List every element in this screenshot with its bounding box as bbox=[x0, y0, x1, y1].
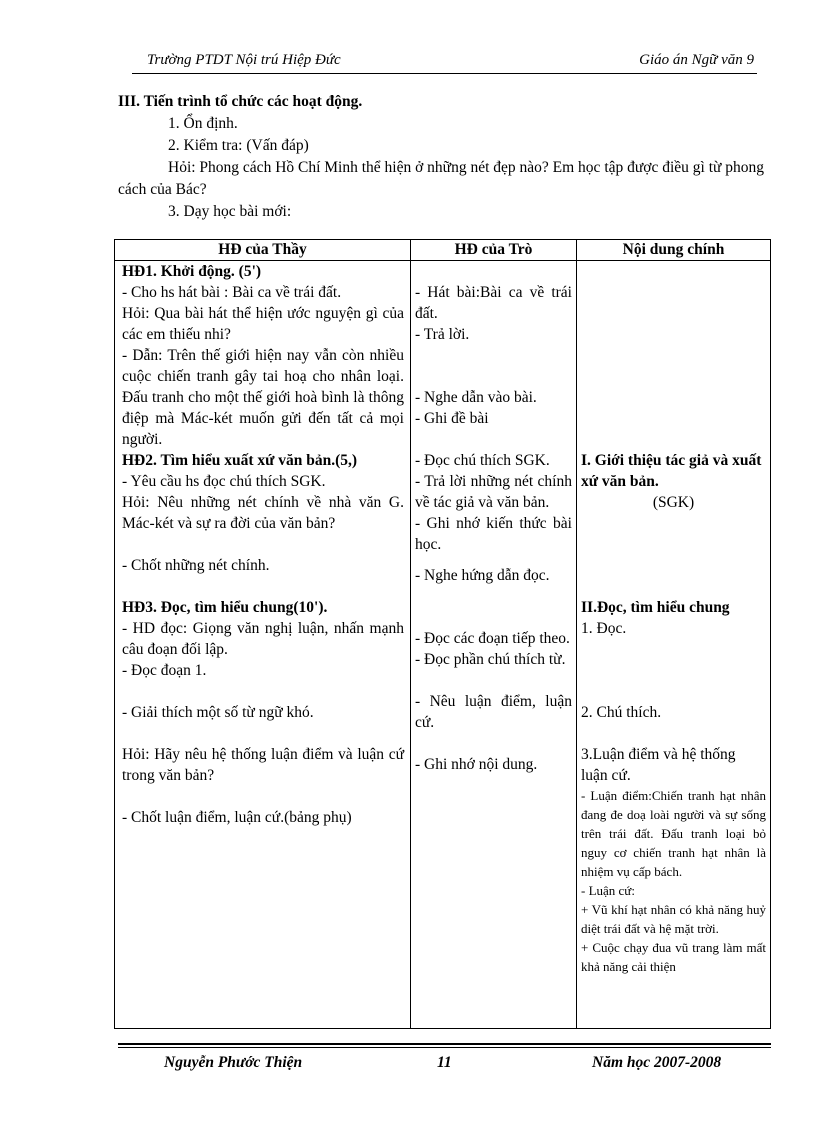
content-section-2-title: II.Đọc, tìm hiểu chung bbox=[581, 599, 730, 616]
student-item: - Hát bài:Bài ca về trái đất. bbox=[415, 284, 572, 322]
header-school: Trường PTDT Nội trú Hiệp Đức bbox=[147, 52, 341, 68]
teacher-column bbox=[115, 261, 411, 1029]
hd1-title: HĐ1. Khởi động. (5') bbox=[122, 263, 262, 280]
hd3-question: Hỏi: Hãy nêu hệ thống luận điểm và luận cứ trong văn bản? bbox=[122, 746, 404, 784]
section-item-2: 2. Kiểm tra: (Vấn đáp) bbox=[168, 137, 309, 154]
content-notes: 2. Chú thích. bbox=[581, 704, 662, 721]
hd1-question: Hỏi: Qua bài hát thể hiện ước nguyện gì của các em thiếu nhi? bbox=[122, 305, 404, 343]
content-evidence-label: - Luận cứ: bbox=[581, 883, 635, 898]
student-item: - Ghi nhớ kiến thức bài học. bbox=[415, 515, 572, 553]
lesson-table bbox=[114, 239, 771, 1029]
hd2-item: - Yêu cầu hs đọc chú thích SGK. bbox=[122, 473, 326, 490]
hd2-question: Hỏi: Nêu những nét chính về nhà văn G. Mác-két và sự ra đời của văn bản? bbox=[122, 494, 404, 532]
footer-page-number: 11 bbox=[437, 1054, 452, 1071]
student-item: - Trả lời những nét chính về tác giả và văn bản. bbox=[415, 473, 572, 511]
section-item-1: 1. Ổn định. bbox=[168, 115, 238, 132]
section-block bbox=[118, 91, 768, 223]
hd2-title: HĐ2. Tìm hiểu xuất xứ văn bản.(5,) bbox=[122, 452, 358, 469]
student-item: - Trả lời. bbox=[415, 326, 470, 343]
hd3-summary: - Chốt luận điểm, luận cứ.(bảng phụ) bbox=[122, 809, 352, 826]
content-column bbox=[577, 261, 771, 1029]
student-item: - Đọc chú thích SGK. bbox=[415, 452, 550, 469]
content-arguments-title: 3.Luận điểm và hệ thống luận cứ. bbox=[581, 746, 736, 784]
content-section-1-note: (SGK) bbox=[652, 494, 695, 511]
header-subject: Giáo án Ngữ văn 9 bbox=[639, 52, 754, 68]
student-column bbox=[411, 261, 577, 1029]
hd3-title: HĐ3. Đọc, tìm hiểu chung(10'). bbox=[122, 599, 328, 616]
section-item-3: 3. Dạy học bài mới: bbox=[168, 203, 292, 220]
content-read: 1. Đọc. bbox=[581, 620, 627, 637]
student-item: - Đọc phần chú thích từ. bbox=[415, 651, 566, 668]
section-question: Hỏi: Phong cách Hồ Chí Minh thể hiện ở những nét đẹp nào? Em học tập được điều gì từ phong cách của Bác? bbox=[118, 159, 765, 198]
footer-author: Nguyễn Phước Thiện bbox=[164, 1054, 303, 1071]
hd3-explain: - Giải thích một số từ ngữ khó. bbox=[122, 704, 314, 721]
section-title: III. Tiến trình tổ chức các hoạt động. bbox=[118, 93, 363, 110]
table-body-row bbox=[115, 261, 771, 1029]
content-main-point: - Luận điểm:Chiến tranh hạt nhân đang đe doạ loài người và sự sống trên trái đất. Đấu tranh loại bỏ nguy cơ chiến tranh hạt nhân là nhiệm vụ cấp bách. bbox=[581, 788, 766, 879]
content-evidence-2: + Cuộc chạy đua vũ trang làm mất khả năng cải thiện bbox=[581, 940, 766, 974]
student-item: - Ghi nhớ nội dung. bbox=[415, 756, 538, 773]
footer-divider bbox=[118, 1043, 771, 1045]
footer-divider-thin bbox=[118, 1047, 771, 1048]
content-section-1-title: I. Giới thiệu tác giả và xuất xứ văn bản. bbox=[581, 452, 762, 490]
hd1-intro: - Dẫn: Trên thế giới hiện nay vẫn còn nhiều cuộc chiến tranh gây tai hoạ cho nhân loại. Đấu tranh cho một thế giới hoà bình là thông điệp mà Mác-két muốn gửi đến tất cả mọi người. bbox=[122, 347, 404, 448]
student-item: - Nghe hứng dẫn đọc. bbox=[415, 567, 550, 584]
hd2-summary: - Chốt những nét chính. bbox=[122, 557, 270, 574]
student-item: - Ghi đề bài bbox=[415, 410, 489, 427]
header-content: Nội dung chính bbox=[577, 240, 771, 261]
content-evidence-1: + Vũ khí hạt nhân có khả năng huỷ diệt trái đất và hệ mặt trời. bbox=[581, 902, 766, 936]
hd1-item: - Cho hs hát bài : Bài ca về trái đất. bbox=[122, 284, 342, 301]
student-item: - Nghe dẫn vào bài. bbox=[415, 389, 537, 406]
hd3-read: - Đọc đoạn 1. bbox=[122, 662, 207, 679]
footer-school-year: Năm học 2007-2008 bbox=[592, 1054, 722, 1071]
hd3-reading-guide: - HD đọc: Giọng văn nghị luận, nhấn mạnh câu đoạn đối lập. bbox=[122, 620, 404, 658]
student-item: - Đọc các đoạn tiếp theo. bbox=[415, 630, 570, 647]
header-divider bbox=[132, 73, 757, 74]
student-item: - Nêu luận điểm, luận cứ. bbox=[415, 693, 572, 731]
header-teacher: HĐ của Thầy bbox=[115, 240, 411, 261]
header-student: HĐ của Trò bbox=[411, 240, 577, 261]
table-header-row bbox=[115, 240, 771, 261]
